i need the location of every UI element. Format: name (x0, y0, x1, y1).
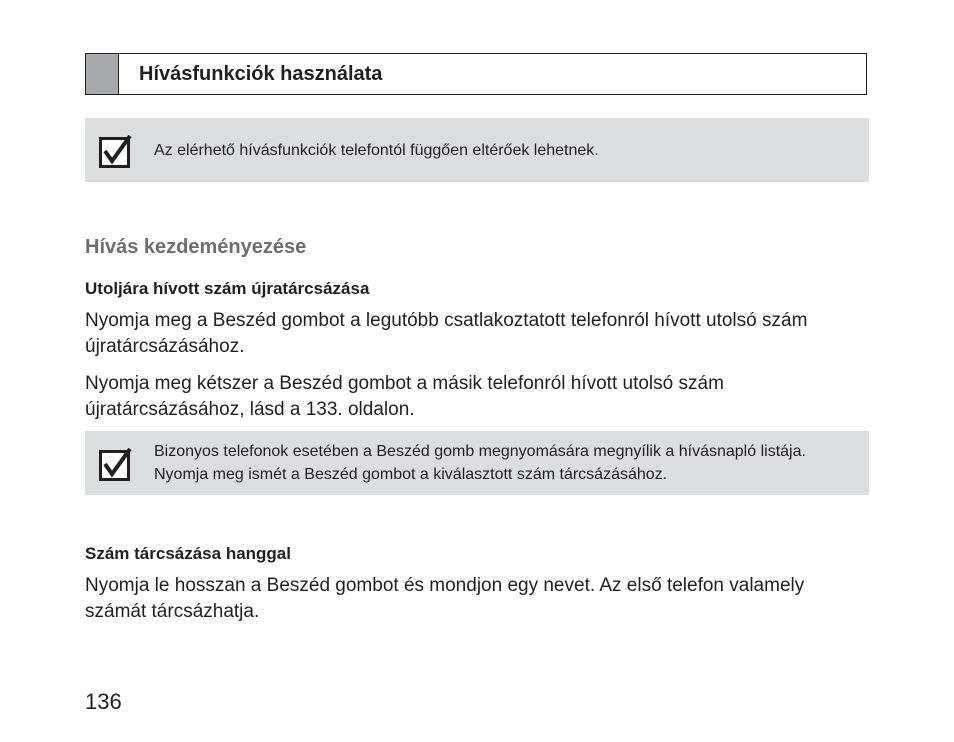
section-header-tab (86, 54, 119, 94)
checkbox-checkmark-icon (99, 448, 132, 481)
note-box-2 (85, 431, 869, 495)
subheading-voice-dial: Szám tárcsázása hanggal (85, 544, 291, 563)
note-box-1 (85, 118, 869, 182)
paragraph-redial-1: Nyomja meg a Beszéd gombot a legutóbb csatlakoztatott telefonról hívott utolsó szám újratárcsázásához. (85, 310, 808, 357)
checkbox-checkmark-icon (99, 135, 132, 168)
section-title: Hívásfunkciók használata (139, 63, 383, 85)
paragraph-voice-dial: Nyomja le hosszan a Beszéd gombot és mondjon egy nevet. Az első telefon valamely számát tárcsázhatja. (85, 575, 805, 622)
page-number: 136 (85, 689, 122, 714)
note-text-1: Az elérhető hívásfunkciók telefontól függően eltérőek lehetnek. (154, 142, 599, 159)
note-text-2: Bizonyos telefonok esetében a Beszéd gomb megnyomására megnyílik a hívásnapló listája. Nyomja meg ismét a Beszéd gombot a kiválasztott szám tárcsázásához. (154, 443, 806, 483)
section-heading: Hívás kezdeményezése (85, 236, 307, 258)
subheading-redial: Utoljára hívott szám újratárcsázása (85, 279, 370, 298)
paragraph-redial-2: Nyomja meg kétszer a Beszéd gombot a másik telefonról hívott utolsó szám újratárcsázásához, lásd a 133. oldalon. (85, 373, 724, 420)
section-header (85, 53, 867, 95)
